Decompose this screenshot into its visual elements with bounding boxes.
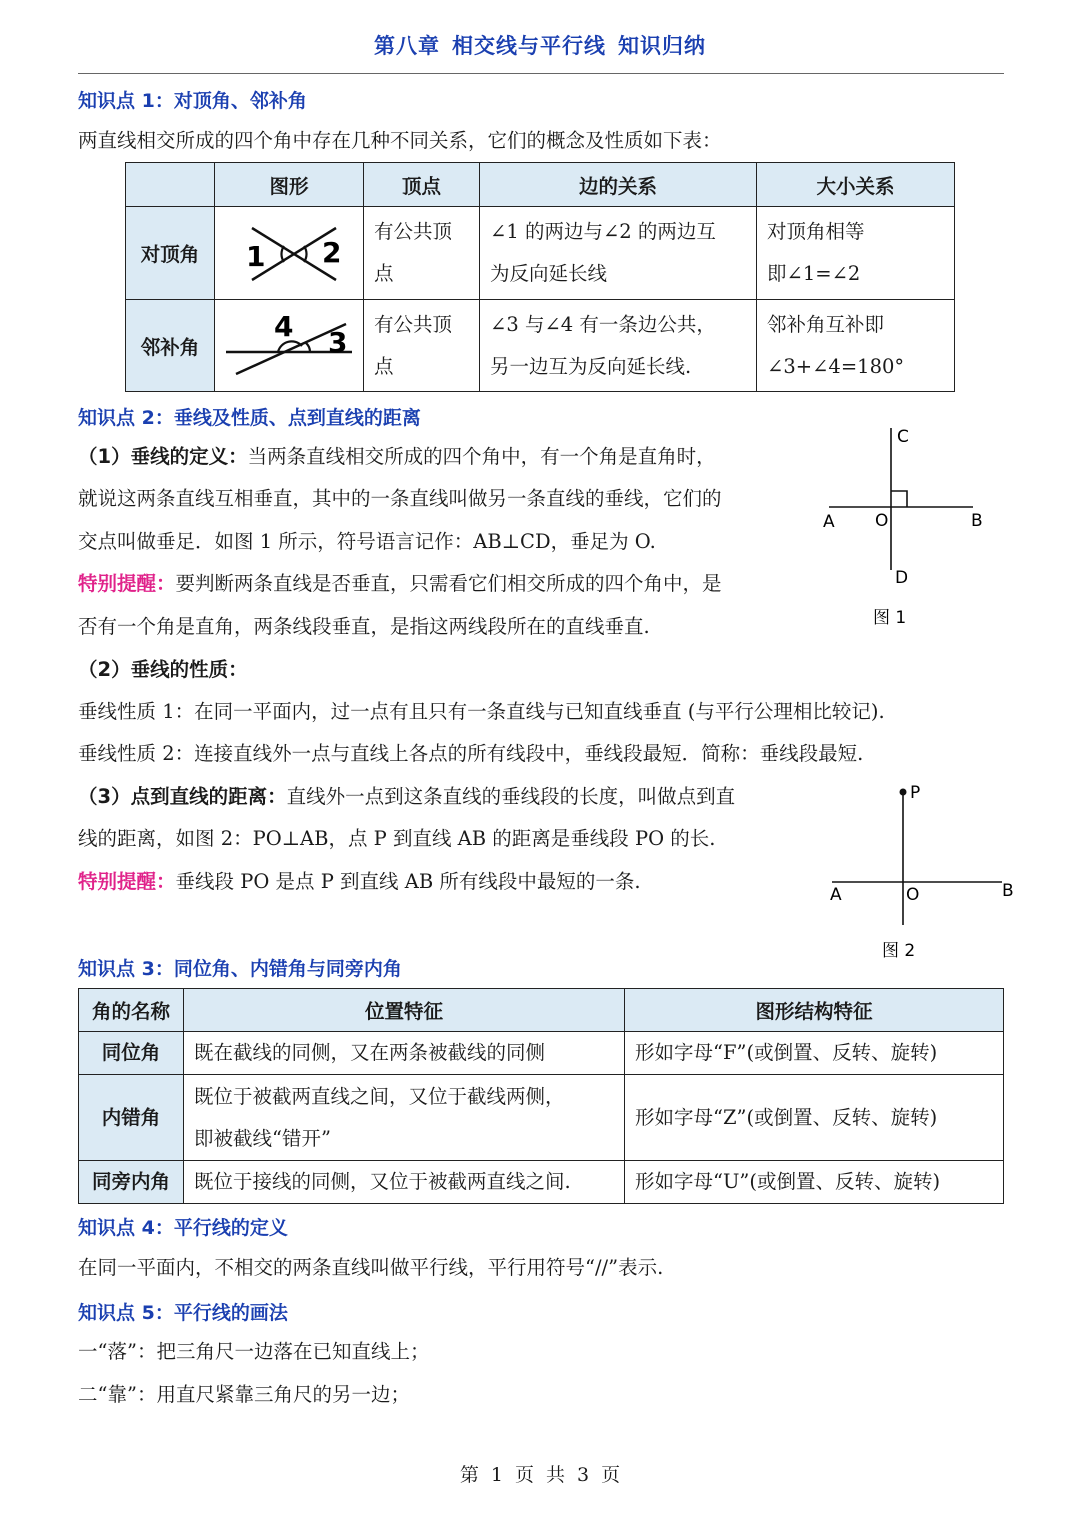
adjacent-angles-figure — [215, 300, 364, 392]
perp-definition-line-3: 交点叫做垂足．如图 1 所示，符号语言记作：AB⊥CD，垂足为 O. — [78, 530, 656, 553]
reminder-1-line-1 — [78, 563, 722, 605]
header-sides: 边的关系 — [480, 163, 757, 207]
adjacent-angles-sides — [480, 300, 757, 392]
perp-property-label — [78, 649, 248, 691]
cell-line: 有公共顶 — [374, 313, 453, 336]
perp-property-2: 垂线性质 2：连接直线外一点与直线上各点的所有线段中，垂线段最短．简称：垂线段最短. — [78, 742, 864, 765]
footer-page-number: 1 — [490, 1464, 503, 1486]
distance-line-2: 线的距离，如图 2：PO⊥AB，点 P 到直线 AB 的距离是垂线段 PO 的长. — [78, 827, 716, 850]
perp-definition-label: （1）垂线的定义： — [78, 445, 248, 468]
cell-line: ∠3 与∠4 有一条边公共， — [490, 313, 716, 336]
drawing-step-2: 二“靠”：用直尺紧靠三角尺的另一边； — [78, 1383, 410, 1406]
fig1-label-a: A — [823, 512, 835, 532]
table-corner — [126, 163, 215, 207]
kp1-intro: 两直线相交所成的四个角中存在几种不同关系，它们的概念及性质如下表： — [78, 129, 722, 152]
label-span: （2）垂线的性质： — [78, 658, 248, 681]
header-angle-name: 角的名称 — [79, 989, 184, 1032]
vertical-angles-size — [757, 207, 955, 300]
cell-line: 点 — [374, 355, 394, 378]
cell-line: 为反向延长线 — [490, 262, 608, 285]
cell-line: 对顶角相等 — [767, 220, 865, 243]
fig-label-3: 3 — [328, 326, 348, 359]
fig1-label-b: B — [971, 511, 983, 531]
vertical-angles-vertex — [364, 207, 480, 300]
row-name-alternate-interior: 内错角 — [79, 1075, 184, 1161]
table-row — [79, 1161, 1004, 1204]
reminder-label: 特别提醒： — [78, 870, 176, 893]
fig1-label-c: C — [897, 427, 909, 447]
drawing-step-1: 一“落”：把三角尺一边落在已知直线上； — [78, 1340, 430, 1363]
cell-line: 点 — [374, 262, 394, 285]
row-name-vertical-angles: 对顶角 — [126, 207, 215, 300]
header-position: 位置特征 — [184, 989, 625, 1032]
vertical-angles-figure — [215, 207, 364, 300]
reminder-label: 特别提醒： — [78, 572, 176, 595]
footer-text: 第 — [459, 1464, 479, 1486]
fig1-label-d: D — [895, 568, 909, 588]
alternate-interior-position — [184, 1075, 625, 1161]
fig-label-4: 4 — [274, 310, 294, 343]
fig2-label-p: P — [910, 783, 921, 803]
reminder-1-line-2: 否有一个角是直角，两条线段垂直，是指这两线段所在的直线垂直. — [78, 615, 650, 638]
same-side-interior-position: 既位于接线的同侧，又位于被截两直线之间. — [184, 1161, 625, 1204]
adjacent-angles-vertex — [364, 300, 480, 392]
corresponding-position: 既在截线的同侧，又在两条被截线的同侧 — [184, 1032, 625, 1075]
perp-definition-line-2: 就说这两条直线互相垂直，其中的一条直线叫做另一条直线的垂线，它们的 — [78, 487, 722, 510]
angle-types-table — [78, 988, 1004, 1204]
page-title — [0, 30, 1080, 60]
row-name-same-side-interior: 同旁内角 — [79, 1161, 184, 1204]
reminder-2 — [78, 861, 641, 903]
chapter-name: 相交线与平行线 — [452, 34, 606, 58]
footer-text: 页 — [514, 1464, 534, 1486]
text-span: 要判断两条直线是否垂直，只需看它们相交所成的四个角中，是 — [175, 572, 722, 595]
vertical-angles-sides — [480, 207, 757, 300]
cell-line: 即∠1=∠2 — [767, 262, 861, 285]
title-divider — [78, 73, 1004, 74]
kp4-heading: 知识点 4：平行线的定义 — [78, 1217, 288, 1239]
fig1-caption: 图 1 — [873, 608, 907, 628]
title-suffix: 知识归纳 — [618, 34, 706, 58]
adjacent-angles-size — [757, 300, 955, 392]
row-name-adjacent-angles: 邻补角 — [126, 300, 215, 392]
header-size: 大小关系 — [757, 163, 955, 207]
table-row — [126, 207, 955, 300]
header-shape: 图形结构特征 — [625, 989, 1004, 1032]
cell-line: 即被截线“错开” — [194, 1126, 331, 1150]
fig2-label-o: O — [906, 885, 920, 905]
fig2-label-b: B — [1002, 881, 1014, 901]
row-name-corresponding: 同位角 — [79, 1032, 184, 1075]
angle-relations-table — [125, 162, 955, 392]
footer-text: 共 — [546, 1464, 566, 1486]
kp1-heading: 知识点 1：对顶角、邻补角 — [78, 90, 307, 112]
alternate-interior-shape: 形如字母“Z”(或倒置、反转、旋转) — [625, 1075, 1004, 1161]
corresponding-shape: 形如字母“F”(或倒置、反转、旋转) — [625, 1032, 1004, 1075]
distance-label: （3）点到直线的距离： — [78, 785, 287, 808]
table-row — [79, 1075, 1004, 1161]
kp2-heading: 知识点 2：垂线及性质、点到直线的距离 — [78, 407, 421, 429]
cell-line: 有公共顶 — [374, 220, 453, 243]
cell-line: 既位于被截两直线之间，又位于截线两侧， — [194, 1084, 565, 1108]
footer-total-pages: 3 — [577, 1464, 590, 1486]
chapter-number: 第八章 — [374, 34, 440, 58]
text-span: 当两条直线相交所成的四个角中，有一个角是直角时， — [247, 445, 716, 468]
fig-label-1: 1 — [246, 239, 266, 273]
perp-definition-line-1 — [78, 436, 716, 478]
vertical-angles-diagram — [234, 216, 344, 286]
fig2-caption: 图 2 — [882, 941, 916, 961]
cell-line: 另一边互为反向延长线. — [490, 355, 692, 378]
table-row — [126, 300, 955, 392]
cell-line: 邻补角互补即 — [767, 313, 885, 336]
same-side-interior-shape: 形如字母“U”(或倒置、反转、旋转) — [625, 1161, 1004, 1204]
kp5-heading: 知识点 5：平行线的画法 — [78, 1302, 288, 1324]
perp-property-1: 垂线性质 1：在同一平面内，过一点有且只有一条直线与已知直线垂直 (与平行公理相比较记). — [78, 700, 885, 723]
text-span: 垂线段 PO 是点 P 到直线 AB 所有线段中最短的一条. — [175, 870, 641, 893]
header-figure: 图形 — [215, 163, 364, 207]
fig-label-2: 2 — [322, 235, 342, 269]
text-span: 直线外一点到这条直线的垂线段的长度，叫做点到直 — [286, 785, 736, 808]
cell-line: ∠1 的两边与∠2 的两边互 — [490, 220, 716, 243]
adjacent-angles-diagram — [224, 308, 354, 378]
header-vertex: 顶点 — [364, 163, 480, 207]
cell-line: ∠3+∠4=180° — [767, 355, 905, 378]
parallel-definition: 在同一平面内，不相交的两条直线叫做平行线，平行用符号“//”表示. — [78, 1256, 664, 1279]
fig1-label-o: O — [875, 511, 889, 531]
fig2-label-a: A — [830, 885, 842, 905]
distance-line-1 — [78, 776, 735, 818]
figure-2-point-distance — [822, 780, 1022, 965]
figure-1-perpendicular — [815, 420, 995, 635]
kp3-heading: 知识点 3：同位角、内错角与同旁内角 — [78, 958, 402, 980]
footer-text: 页 — [601, 1464, 621, 1486]
table-row — [79, 1032, 1004, 1075]
page-footer — [0, 1460, 1080, 1487]
